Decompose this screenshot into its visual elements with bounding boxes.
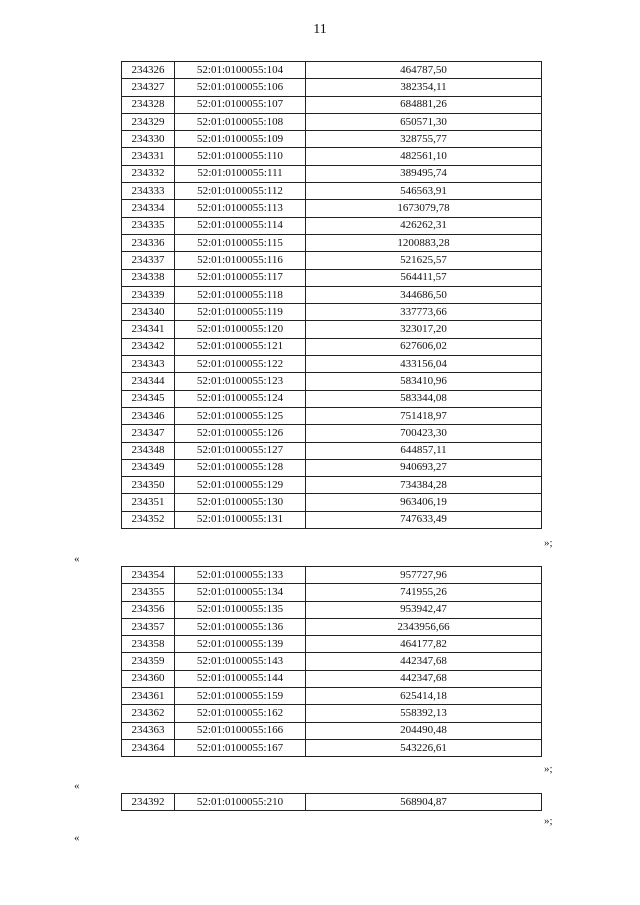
value-cell: 464177,82 bbox=[306, 636, 542, 653]
record-number-cell: 234328 bbox=[122, 96, 175, 113]
table-row bbox=[122, 407, 542, 424]
cadastral-number-cell: 52:01:0100055:108 bbox=[175, 113, 306, 130]
value-cell: 521625,57 bbox=[306, 252, 542, 269]
record-number-cell: 234337 bbox=[122, 252, 175, 269]
cadastral-number-cell: 52:01:0100055:126 bbox=[175, 425, 306, 442]
value-cell: 389495,74 bbox=[306, 165, 542, 182]
parcel-table-2 bbox=[121, 566, 542, 757]
opening-quote-2: « bbox=[74, 780, 80, 792]
cadastral-number-cell: 52:01:0100055:111 bbox=[175, 165, 306, 182]
value-cell: 700423,30 bbox=[306, 425, 542, 442]
record-number-cell: 234326 bbox=[122, 62, 175, 79]
record-number-cell: 234333 bbox=[122, 183, 175, 200]
cadastral-number-cell: 52:01:0100055:144 bbox=[175, 670, 306, 687]
table-row bbox=[122, 688, 542, 705]
value-cell: 644857,11 bbox=[306, 442, 542, 459]
cadastral-number-cell: 52:01:0100055:117 bbox=[175, 269, 306, 286]
record-number-cell: 234355 bbox=[122, 584, 175, 601]
table-row bbox=[122, 96, 542, 113]
cadastral-number-cell: 52:01:0100055:124 bbox=[175, 390, 306, 407]
table-row bbox=[122, 601, 542, 618]
record-number-cell: 234330 bbox=[122, 131, 175, 148]
record-number-cell: 234339 bbox=[122, 286, 175, 303]
table-row bbox=[122, 269, 542, 286]
table-row bbox=[122, 584, 542, 601]
cadastral-number-cell: 52:01:0100055:134 bbox=[175, 584, 306, 601]
opening-quote-1: « bbox=[74, 553, 80, 565]
record-number-cell: 234329 bbox=[122, 113, 175, 130]
table-row bbox=[122, 79, 542, 96]
record-number-cell: 234332 bbox=[122, 165, 175, 182]
table-row bbox=[122, 356, 542, 373]
cadastral-number-cell: 52:01:0100055:136 bbox=[175, 618, 306, 635]
opening-quote-3: « bbox=[74, 832, 80, 844]
value-cell: 344686,50 bbox=[306, 286, 542, 303]
value-cell: 625414,18 bbox=[306, 688, 542, 705]
table-row bbox=[122, 217, 542, 234]
record-number-cell: 234361 bbox=[122, 688, 175, 705]
cadastral-number-cell: 52:01:0100055:120 bbox=[175, 321, 306, 338]
record-number-cell: 234345 bbox=[122, 390, 175, 407]
table-row bbox=[122, 442, 542, 459]
value-cell: 568904,87 bbox=[306, 794, 542, 811]
table-row bbox=[122, 390, 542, 407]
record-number-cell: 234343 bbox=[122, 356, 175, 373]
record-number-cell: 234363 bbox=[122, 722, 175, 739]
value-cell: 751418,97 bbox=[306, 407, 542, 424]
record-number-cell: 234338 bbox=[122, 269, 175, 286]
record-number-cell: 234359 bbox=[122, 653, 175, 670]
table-row bbox=[122, 670, 542, 687]
table-row bbox=[122, 653, 542, 670]
cadastral-number-cell: 52:01:0100055:135 bbox=[175, 601, 306, 618]
cadastral-number-cell: 52:01:0100055:133 bbox=[175, 567, 306, 584]
record-number-cell: 234364 bbox=[122, 739, 175, 756]
value-cell: 650571,30 bbox=[306, 113, 542, 130]
value-cell: 1200883,28 bbox=[306, 234, 542, 251]
parcel-table-3 bbox=[121, 793, 542, 811]
closing-quote-2: »; bbox=[544, 763, 553, 775]
value-cell: 957727,96 bbox=[306, 567, 542, 584]
cadastral-number-cell: 52:01:0100055:143 bbox=[175, 653, 306, 670]
record-number-cell: 234351 bbox=[122, 494, 175, 511]
value-cell: 558392,13 bbox=[306, 705, 542, 722]
cadastral-number-cell: 52:01:0100055:115 bbox=[175, 234, 306, 251]
cadastral-number-cell: 52:01:0100055:123 bbox=[175, 373, 306, 390]
record-number-cell: 234331 bbox=[122, 148, 175, 165]
value-cell: 426262,31 bbox=[306, 217, 542, 234]
cadastral-number-cell: 52:01:0100055:125 bbox=[175, 407, 306, 424]
cadastral-number-cell: 52:01:0100055:118 bbox=[175, 286, 306, 303]
record-number-cell: 234348 bbox=[122, 442, 175, 459]
value-cell: 684881,26 bbox=[306, 96, 542, 113]
cadastral-number-cell: 52:01:0100055:139 bbox=[175, 636, 306, 653]
cadastral-number-cell: 52:01:0100055:109 bbox=[175, 131, 306, 148]
value-cell: 543226,61 bbox=[306, 739, 542, 756]
cadastral-number-cell: 52:01:0100055:116 bbox=[175, 252, 306, 269]
table-row bbox=[122, 286, 542, 303]
table-row bbox=[122, 618, 542, 635]
record-number-cell: 234392 bbox=[122, 794, 175, 811]
record-number-cell: 234362 bbox=[122, 705, 175, 722]
parcel-table-1 bbox=[121, 61, 542, 529]
table-row bbox=[122, 739, 542, 756]
cadastral-number-cell: 52:01:0100055:113 bbox=[175, 200, 306, 217]
cadastral-number-cell: 52:01:0100055:122 bbox=[175, 356, 306, 373]
record-number-cell: 234350 bbox=[122, 477, 175, 494]
table-row bbox=[122, 234, 542, 251]
value-cell: 433156,04 bbox=[306, 356, 542, 373]
record-number-cell: 234342 bbox=[122, 338, 175, 355]
cadastral-number-cell: 52:01:0100055:107 bbox=[175, 96, 306, 113]
value-cell: 963406,19 bbox=[306, 494, 542, 511]
table-row bbox=[122, 636, 542, 653]
table-row bbox=[122, 567, 542, 584]
cadastral-number-cell: 52:01:0100055:159 bbox=[175, 688, 306, 705]
closing-quote-1: »; bbox=[544, 537, 553, 549]
cadastral-number-cell: 52:01:0100055:130 bbox=[175, 494, 306, 511]
table-row bbox=[122, 705, 542, 722]
table-row bbox=[122, 425, 542, 442]
value-cell: 564411,57 bbox=[306, 269, 542, 286]
value-cell: 627606,02 bbox=[306, 338, 542, 355]
table-row bbox=[122, 722, 542, 739]
value-cell: 2343956,66 bbox=[306, 618, 542, 635]
cadastral-number-cell: 52:01:0100055:162 bbox=[175, 705, 306, 722]
table-row bbox=[122, 794, 542, 811]
value-cell: 747633,49 bbox=[306, 511, 542, 528]
record-number-cell: 234336 bbox=[122, 234, 175, 251]
record-number-cell: 234347 bbox=[122, 425, 175, 442]
table-row bbox=[122, 477, 542, 494]
cadastral-number-cell: 52:01:0100055:210 bbox=[175, 794, 306, 811]
table-row bbox=[122, 494, 542, 511]
cadastral-number-cell: 52:01:0100055:167 bbox=[175, 739, 306, 756]
record-number-cell: 234352 bbox=[122, 511, 175, 528]
value-cell: 442347,68 bbox=[306, 653, 542, 670]
record-number-cell: 234327 bbox=[122, 79, 175, 96]
cadastral-number-cell: 52:01:0100055:112 bbox=[175, 183, 306, 200]
table-row bbox=[122, 183, 542, 200]
table-row bbox=[122, 252, 542, 269]
table-row bbox=[122, 338, 542, 355]
cadastral-number-cell: 52:01:0100055:104 bbox=[175, 62, 306, 79]
table-row bbox=[122, 148, 542, 165]
table-row bbox=[122, 131, 542, 148]
record-number-cell: 234335 bbox=[122, 217, 175, 234]
record-number-cell: 234360 bbox=[122, 670, 175, 687]
value-cell: 741955,26 bbox=[306, 584, 542, 601]
cadastral-number-cell: 52:01:0100055:121 bbox=[175, 338, 306, 355]
record-number-cell: 234344 bbox=[122, 373, 175, 390]
value-cell: 442347,68 bbox=[306, 670, 542, 687]
table-row bbox=[122, 113, 542, 130]
cadastral-number-cell: 52:01:0100055:114 bbox=[175, 217, 306, 234]
closing-quote-3: »; bbox=[544, 815, 553, 827]
value-cell: 940693,27 bbox=[306, 459, 542, 476]
record-number-cell: 234356 bbox=[122, 601, 175, 618]
value-cell: 583410,96 bbox=[306, 373, 542, 390]
cadastral-number-cell: 52:01:0100055:110 bbox=[175, 148, 306, 165]
cadastral-number-cell: 52:01:0100055:127 bbox=[175, 442, 306, 459]
cadastral-number-cell: 52:01:0100055:106 bbox=[175, 79, 306, 96]
cadastral-number-cell: 52:01:0100055:131 bbox=[175, 511, 306, 528]
value-cell: 382354,11 bbox=[306, 79, 542, 96]
value-cell: 734384,28 bbox=[306, 477, 542, 494]
page-number: 11 bbox=[313, 22, 327, 37]
record-number-cell: 234357 bbox=[122, 618, 175, 635]
value-cell: 546563,91 bbox=[306, 183, 542, 200]
cadastral-number-cell: 52:01:0100055:129 bbox=[175, 477, 306, 494]
value-cell: 204490,48 bbox=[306, 722, 542, 739]
table-row bbox=[122, 459, 542, 476]
value-cell: 328755,77 bbox=[306, 131, 542, 148]
value-cell: 482561,10 bbox=[306, 148, 542, 165]
record-number-cell: 234340 bbox=[122, 304, 175, 321]
table-row bbox=[122, 165, 542, 182]
value-cell: 1673079,78 bbox=[306, 200, 542, 217]
value-cell: 323017,20 bbox=[306, 321, 542, 338]
cadastral-number-cell: 52:01:0100055:166 bbox=[175, 722, 306, 739]
record-number-cell: 234346 bbox=[122, 407, 175, 424]
table-row bbox=[122, 200, 542, 217]
table-row bbox=[122, 511, 542, 528]
cadastral-number-cell: 52:01:0100055:119 bbox=[175, 304, 306, 321]
record-number-cell: 234354 bbox=[122, 567, 175, 584]
record-number-cell: 234334 bbox=[122, 200, 175, 217]
value-cell: 953942,47 bbox=[306, 601, 542, 618]
cadastral-number-cell: 52:01:0100055:128 bbox=[175, 459, 306, 476]
value-cell: 337773,66 bbox=[306, 304, 542, 321]
value-cell: 464787,50 bbox=[306, 62, 542, 79]
table-row bbox=[122, 62, 542, 79]
table-row bbox=[122, 321, 542, 338]
value-cell: 583344,08 bbox=[306, 390, 542, 407]
table-row bbox=[122, 304, 542, 321]
record-number-cell: 234341 bbox=[122, 321, 175, 338]
table-row bbox=[122, 373, 542, 390]
record-number-cell: 234358 bbox=[122, 636, 175, 653]
record-number-cell: 234349 bbox=[122, 459, 175, 476]
